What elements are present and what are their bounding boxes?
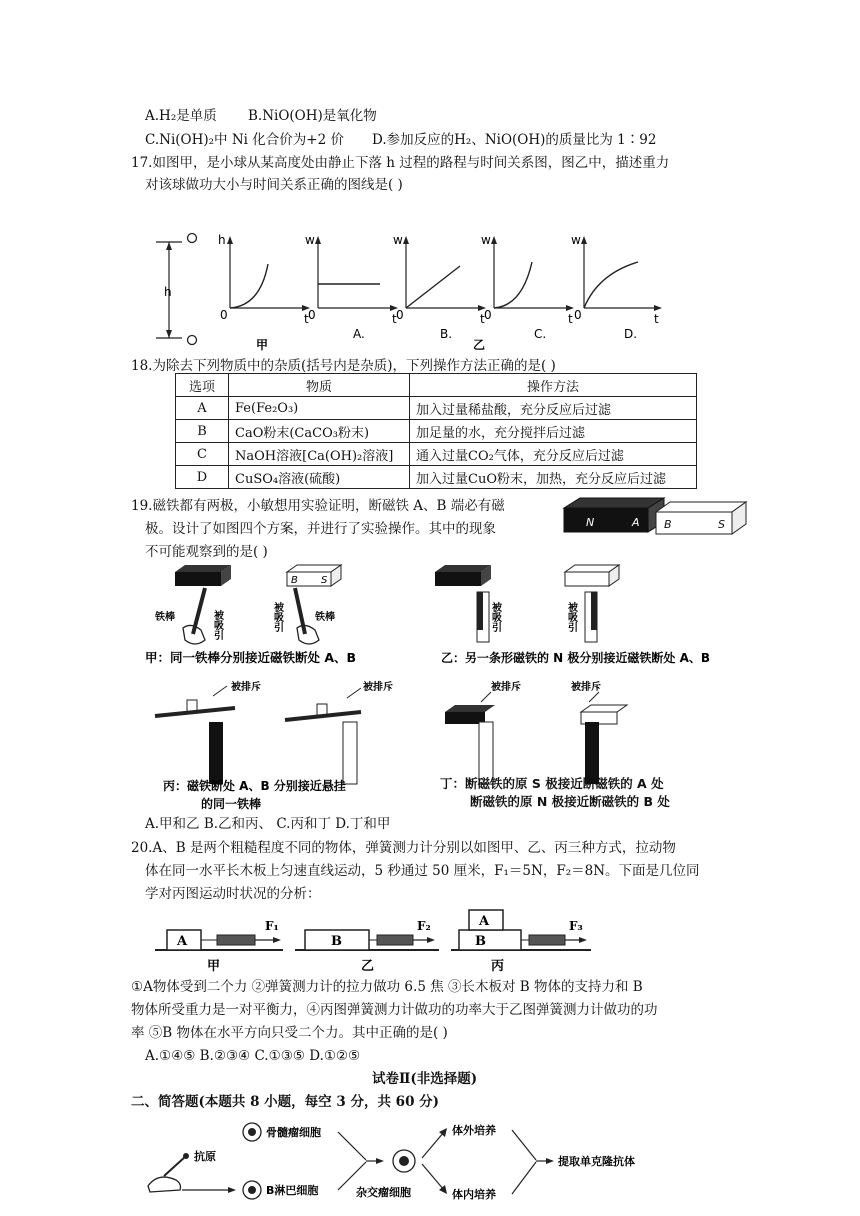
q16-option-d: D.参加反应的H₂、NiO(OH)的质量比为 1∶92 (372, 132, 657, 148)
caption-yi: 乙：另一条形磁铁的 N 极分别接近磁铁断处 A、B (441, 651, 711, 665)
label-jia: 甲 (256, 338, 269, 352)
svg-text:w: w (481, 233, 491, 247)
svg-text:F₂: F₂ (417, 919, 431, 933)
svg-text:被吸引: 被吸引 (271, 602, 283, 632)
q16-option-a: A.H₂是单质 (145, 108, 217, 124)
q20-stem-line2: 体在同一水平长木板上匀速直线运动，5 秒通过 50 厘米，F₁＝5N，F₂＝8N。下面是几位同 (145, 863, 700, 879)
svg-text:被吸引: 被吸引 (489, 602, 501, 632)
q20-analysis-line3: 率 ⑤B 物体在水平方向只受二个力。其中正确的是( ) (131, 1025, 448, 1041)
section-heading: 二、简答题(本题共 8 小题，每空 3 分，共 60 分) (131, 1094, 440, 1110)
svg-text:t: t (392, 312, 397, 326)
svg-text:0: 0 (308, 308, 316, 322)
q17-figure (150, 226, 670, 354)
svg-text:S: S (718, 518, 725, 531)
svg-text:F₁: F₁ (265, 919, 279, 933)
ball-bottom (188, 336, 197, 345)
caption-jia: 甲：同一铁棒分别接近磁铁断处 A、B (145, 650, 357, 665)
graph-a (305, 233, 398, 341)
bcell-label: B淋巴细胞 (266, 1184, 319, 1197)
table-header: 物质 (229, 374, 410, 397)
svg-text:丙: 丙 (491, 959, 505, 974)
caption-ding-2: 断磁铁的原 N 极接近断磁铁的 B 处 (470, 794, 670, 809)
svg-text:w: w (393, 233, 403, 247)
mouse-icon (148, 1177, 181, 1192)
svg-text:A: A (632, 516, 640, 529)
scheme-jia (154, 565, 341, 644)
q16-option-c: C.Ni(OH)₂中 Ni 化合价为+2 价 (145, 132, 344, 148)
q16-option-b: B.NiO(OH)是氧化物 (248, 108, 377, 124)
q18-table (175, 373, 697, 489)
q20-analysis-line1: ①A物体受到二个力 ②弹簧测力计的拉力做功 6.5 焦 ③长木板对 B 物体的支持力和 B (131, 979, 643, 995)
q20-stem-line1: 20.A、B 是两个粗糙程度不同的物体，弹簧测力计分别以如图甲、乙、丙三种方式，拉动物 (131, 840, 676, 856)
q19-stem-line2: 极。设计了如图四个方案，并进行了实验操作。其中的现象 (145, 521, 496, 537)
fig-h-label: h (164, 285, 172, 299)
q20-analysis-line2: 物体所受重力是一对平衡力，④丙图弹簧测力计做功的功率大于乙图弹簧测力计做功的功 (131, 1002, 658, 1018)
label-yi: 乙 (473, 338, 486, 352)
q20-options: A.①④⑤ B.②③④ C.①③⑤ D.①②⑤ (145, 1048, 361, 1064)
q18-stem: 18.为除去下列物质中的杂质(括号内是杂质)，下列操作方法正确的是( ) (131, 358, 556, 374)
svg-text:被吸引: 被吸引 (211, 610, 223, 640)
scheme-ding (445, 680, 627, 784)
syringe-icon (164, 1156, 186, 1176)
scheme-yi (435, 565, 619, 642)
ball-top (188, 234, 197, 243)
table-header: 选项 (176, 374, 229, 397)
table-row: C NaOH溶液[Ca(OH)₂溶液] 通入过量CO₂气体，充分反应后过滤 (176, 443, 697, 466)
graph-d (571, 233, 662, 341)
svg-text:F₃: F₃ (569, 919, 583, 933)
graph-b (393, 233, 486, 352)
pull-jia (155, 919, 283, 974)
svg-text:0: 0 (396, 308, 404, 322)
label-c: C. (534, 327, 547, 341)
svg-text:w: w (571, 233, 581, 247)
q17-stem-line2: 对该球做功大小与时间关系正确的图线是( ) (145, 177, 403, 193)
svg-text:铁棒: 铁棒 (155, 612, 175, 623)
invitro-label: 体外培养 (452, 1124, 496, 1137)
broken-magnet-figure (560, 494, 750, 540)
part2-title: 试卷Ⅱ(非选择题) (372, 1071, 478, 1087)
table-row: D CuSO₄溶液(硫酸) 加入过量CuO粉末，加热，充分反应后过滤 (176, 466, 697, 489)
marrow-label: 骨髓瘤细胞 (266, 1126, 321, 1139)
q19-stem-line1: 19.磁铁都有两极，小敏想用实验证明，断磁铁 A、B 端必有磁 (131, 498, 505, 514)
label-b: B. (440, 327, 453, 341)
antigen-label: 抗原 (194, 1150, 216, 1163)
svg-text:h: h (218, 233, 226, 247)
svg-text:w: w (305, 233, 315, 247)
svg-text:被排斥: 被排斥 (231, 682, 261, 693)
q20-stem-line3: 学对丙图运动时状况的分析： (145, 886, 321, 902)
pull-bing (451, 910, 591, 974)
svg-text:t: t (304, 312, 309, 326)
svg-text:N: N (586, 516, 595, 529)
svg-text:乙: 乙 (361, 959, 375, 974)
svg-text:0: 0 (484, 308, 492, 322)
q19-stem-line3: 不可能观察到的是( ) (145, 544, 268, 560)
svg-text:t: t (654, 312, 659, 326)
q20-figure (155, 902, 595, 974)
q19-options: A.甲和乙 B.乙和丙、 C.丙和丁 D.丁和甲 (145, 816, 391, 832)
table-row: B CaO粉末(CaCO₃粉末) 加足量的水，充分搅拌后过滤 (176, 420, 697, 443)
svg-text:S: S (321, 575, 328, 586)
monoclonal-diagram (140, 1118, 680, 1214)
q17-stem-line1: 17.如图甲，是小球从某高度处由静止下落 h 过程的路程与时间关系图，图乙中，描述重力 (131, 155, 670, 171)
svg-text:被排斥: 被排斥 (571, 682, 601, 693)
caption-bing-2: 的同一铁棒 (201, 797, 262, 811)
pull-yi (295, 919, 439, 974)
table-header-row (176, 374, 697, 397)
invivo-label: 体内培养 (452, 1188, 496, 1201)
svg-text:0: 0 (220, 308, 228, 322)
extract-label: 提取单克隆抗体 (558, 1155, 635, 1168)
caption-ding-1: 丁：断磁铁的原 S 极接近断磁铁的 A 处 (440, 776, 664, 791)
svg-text:B: B (475, 934, 486, 949)
svg-text:甲: 甲 (207, 959, 221, 974)
svg-text:B: B (331, 934, 342, 949)
label-d: D. (624, 327, 638, 341)
table-header: 操作方法 (410, 374, 697, 397)
graph-jia (218, 233, 310, 352)
svg-text:被排斥: 被排斥 (491, 682, 521, 693)
svg-text:被吸引: 被吸引 (565, 602, 577, 632)
svg-text:t: t (568, 312, 573, 326)
svg-text:铁棒: 铁棒 (315, 612, 335, 623)
table-row: A Fe(Fe₂O₃) 加入过量稀盐酸，充分反应后过滤 (176, 397, 697, 420)
graph-c (481, 233, 574, 341)
caption-bing-1: 丙：磁铁断处 A、B 分别接近悬挂 (163, 779, 346, 793)
svg-text:B: B (291, 575, 298, 586)
label-a: A. (353, 327, 365, 341)
svg-text:0: 0 (574, 308, 582, 322)
svg-text:A: A (177, 934, 188, 949)
hybrid-label: 杂交瘤细胞 (356, 1186, 411, 1199)
svg-text:t: t (480, 312, 485, 326)
scheme-bing (155, 680, 393, 784)
svg-text:B: B (664, 518, 672, 531)
svg-text:被排斥: 被排斥 (363, 682, 393, 693)
svg-text:A: A (479, 914, 490, 929)
